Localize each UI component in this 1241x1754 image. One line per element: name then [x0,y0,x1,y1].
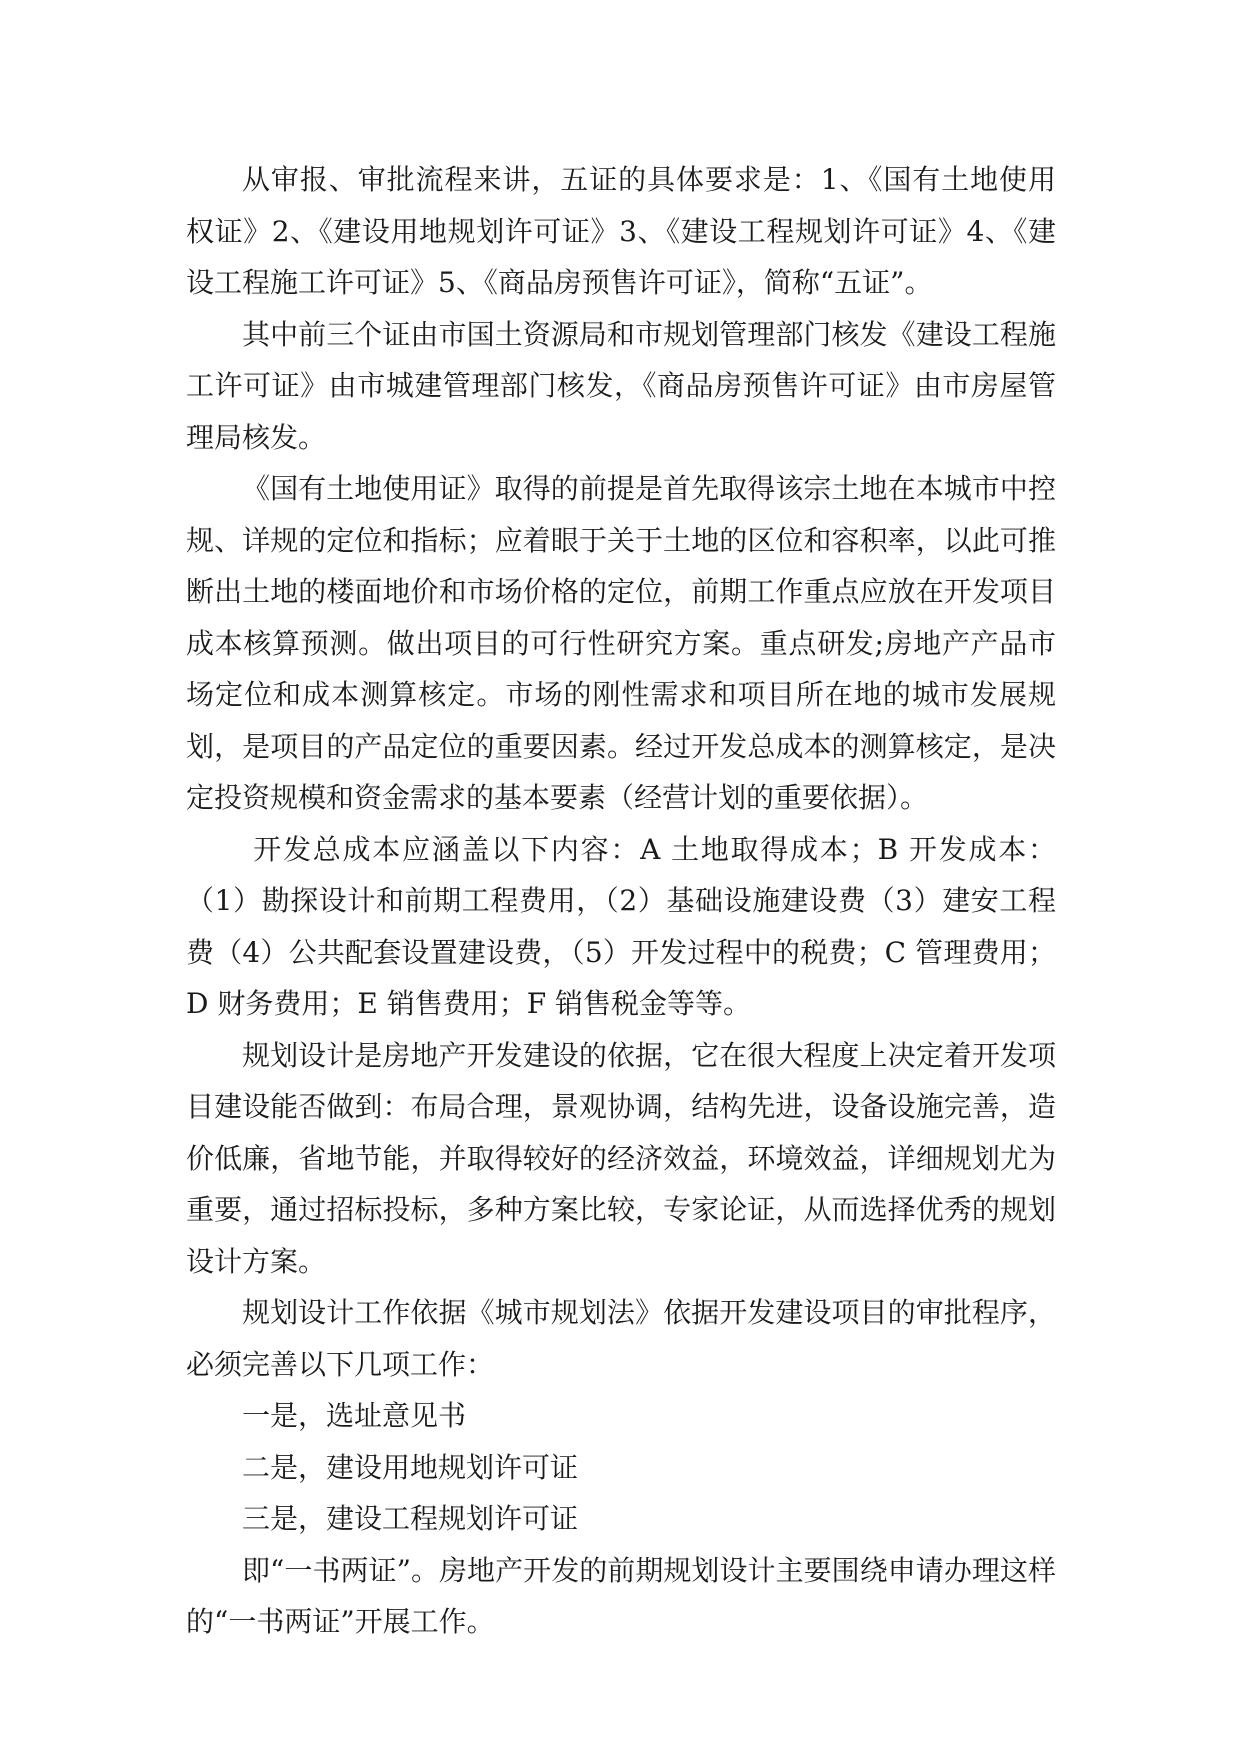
paragraph-total-cost: 开发总成本应涵盖以下内容：A 土地取得成本；B 开发成本：（1）勘探设计和前期工程费用，（2）基础设施建设费（3）建安工程费（4）公共配套设置建设费，（5）开发过程中的税费；C 管理费用；D 财务费用；E 销售费用；F 销售税金等等。 [186,832,1056,1020]
paragraph-planning-work: 规划设计工作依据《城市规划法》依据开发建设项目的审批程序，必须完善以下几项工作： [186,1296,1056,1381]
paragraph-land-use-certificate: 《国有土地使用证》取得的前提是首先取得该宗土地在本城市中控规、详规的定位和指标；应着眼于关于土地的区位和容积率，以此可推断出土地的楼面地价和市场价格的定位，前期工作重点应放在开发项目成本核算预测。做出项目的可行性研究方案。重点研发;房地产产品市场定位和成本测算核定。市场的刚性需求和项目所在地的城市发展规划，是项目的产品定位的重要因素。经过开发总成本的测算核定，是决定投资规模和资金需求的基本要素（经营计划的重要依据）。 [186,472,1056,814]
paragraph-five-certificates: 从审报、审批流程来讲，五证的具体要求是：1、《国有土地使用权证》2、《建设用地规划许可证》3、《建设工程规划许可证》4、《建设工程施工许可证》5、《商品房预售许可证》，简称“五证”。 [186,163,1056,299]
paragraph-planning-design: 规划设计是房地产开发建设的依据，它在很大程度上决定着开发项目建设能否做到：布局合理，景观协调，结构先进，设备设施完善，造价低廉，省地节能，并取得较好的经济效益，环境效益，详细规划尤为重要，通过招标投标，多种方案比较，专家论证，从而选择优秀的规划设计方案。 [186,1038,1056,1278]
list-item-engineering-planning-permit: 三是，建设工程规划许可证 [242,1502,579,1535]
document-body [186,154,1056,1648]
paragraph-one-book-two-permits: 即“一书两证”。房地产开发的前期规划设计主要围绕申请办理这样的“一书两证”开展工作。 [186,1553,1056,1638]
list-item-land-planning-permit: 二是，建设用地规划许可证 [242,1450,579,1484]
paragraph-issuing-authorities: 其中前三个证由市国土资源局和市规划管理部门核发《建设工程施工许可证》由市城建管理部门核发，《商品房预售许可证》由市房屋管理局核发。 [186,317,1056,454]
list-item-site-opinion: 一是，选址意见书 [242,1399,467,1432]
